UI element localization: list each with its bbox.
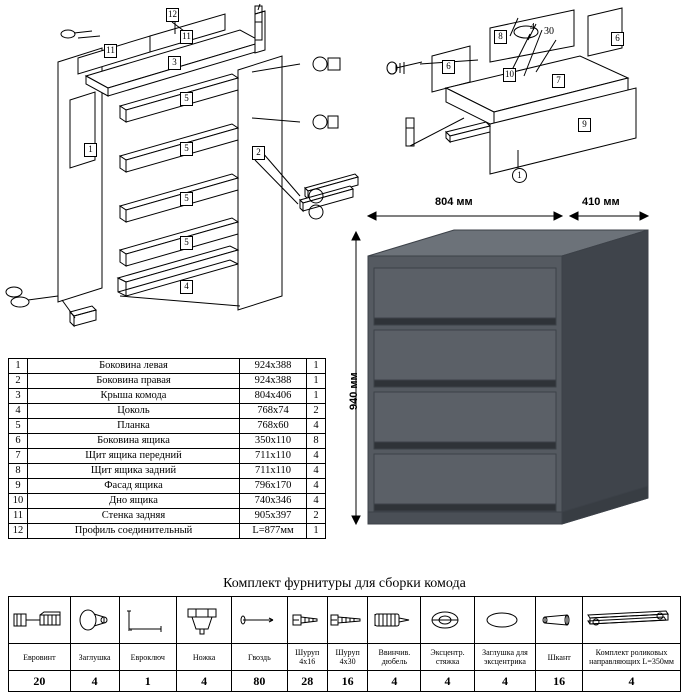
part-size: 768х60 xyxy=(240,419,307,434)
hardware-name: Гвоздь xyxy=(232,644,287,671)
part-name: Дно ящика xyxy=(28,494,240,509)
hardware-qty: 4 xyxy=(70,671,119,692)
euro-screw-icon xyxy=(9,597,71,644)
part-number: 4 xyxy=(9,404,28,419)
callout-6-left: 6 xyxy=(442,60,455,74)
hardware-name: Евроключ xyxy=(119,644,176,671)
dowel-icon xyxy=(536,597,583,644)
part-name: Стенка задняя xyxy=(28,509,240,524)
depth-dimension-label: 410 мм xyxy=(582,196,620,208)
height-dimension-label: 940 мм xyxy=(348,372,360,410)
part-name: Профиль соединительный xyxy=(28,524,240,539)
hardware-name: Шкант xyxy=(536,644,583,671)
hardware-kit-title: Комплект фурнитуры для сборки комода xyxy=(223,576,466,591)
nail-icon xyxy=(232,597,287,644)
hardware-name: Эксцентр. стяжка xyxy=(421,644,474,671)
hardware-qty: 4 xyxy=(176,671,231,692)
part-qty: 8 xyxy=(307,434,326,449)
table-row xyxy=(9,374,326,389)
callout-7: 7 xyxy=(552,74,565,88)
part-name: Щит ящика передний xyxy=(28,449,240,464)
callout-5d: 5 xyxy=(180,236,193,250)
part-number: 9 xyxy=(9,479,28,494)
chest-dimension-drawing xyxy=(330,190,689,555)
hardware-qty: 4 xyxy=(474,671,536,692)
part-size: 905х397 xyxy=(240,509,307,524)
part-size: 804х406 xyxy=(240,389,307,404)
table-row xyxy=(9,404,326,419)
part-name: Фасад ящика xyxy=(28,479,240,494)
hardware-qty: 16 xyxy=(327,671,367,692)
callout-8: 8 xyxy=(494,30,507,44)
part-qty: 2 xyxy=(307,404,326,419)
callout-10: 10 xyxy=(503,68,516,82)
callout-11b: 11 xyxy=(180,30,193,44)
callout-4: 4 xyxy=(530,22,535,33)
cam-lock-icon xyxy=(421,597,474,644)
hardware-qty: 28 xyxy=(287,671,327,692)
hardware-qty: 16 xyxy=(536,671,583,692)
exploded-drawer-diagram xyxy=(360,0,689,190)
part-qty: 1 xyxy=(307,374,326,389)
part-number: 8 xyxy=(9,464,28,479)
euro-key-icon xyxy=(119,597,176,644)
hardware-name: Евровинт xyxy=(9,644,71,671)
hardware-qty: 1 xyxy=(119,671,176,692)
callout-2: 2 xyxy=(252,146,265,160)
callout-1: 1 xyxy=(84,143,97,157)
hardware-kit-table xyxy=(8,596,681,692)
table-row xyxy=(9,524,326,539)
table-row xyxy=(9,509,326,524)
part-size: L=877мм xyxy=(240,524,307,539)
drawer-slide-icon xyxy=(583,597,681,644)
callout-5c: 5 xyxy=(180,192,193,206)
part-size: 740х346 xyxy=(240,494,307,509)
callout-3: 3 xyxy=(168,56,181,70)
table-row xyxy=(9,389,326,404)
table-row xyxy=(9,434,326,449)
hardware-qty: 20 xyxy=(9,671,71,692)
part-name: Цоколь xyxy=(28,404,240,419)
hardware-name: Заглушка xyxy=(70,644,119,671)
leg-icon xyxy=(176,597,231,644)
part-qty: 1 xyxy=(307,389,326,404)
screw-4x30-icon xyxy=(327,597,367,644)
part-number: 10 xyxy=(9,494,28,509)
part-size: 350х110 xyxy=(240,434,307,449)
part-name: Крыша комода xyxy=(28,389,240,404)
width-dimension-label: 804 мм xyxy=(435,196,473,208)
dowel-screw-icon xyxy=(368,597,421,644)
hardware-name: Ввинчив. дюбель xyxy=(368,644,421,671)
hardware-name: Шуруп 4х30 xyxy=(327,644,367,671)
hardware-name: Ножка xyxy=(176,644,231,671)
part-size: 924х388 xyxy=(240,359,307,374)
callout-30: 30 xyxy=(544,26,554,37)
callout-5b: 5 xyxy=(180,142,193,156)
exploded-cabinet-diagram xyxy=(0,0,360,345)
part-name: Боковина ящика xyxy=(28,434,240,449)
callout-6-right: 6 xyxy=(611,32,624,46)
part-qty: 2 xyxy=(307,509,326,524)
part-qty: 4 xyxy=(307,449,326,464)
part-size: 796х170 xyxy=(240,479,307,494)
part-number: 11 xyxy=(9,509,28,524)
part-name: Боковина правая xyxy=(28,374,240,389)
hardware-name: Комплект роликовых направляющих L=350мм xyxy=(583,644,681,671)
part-qty: 4 xyxy=(307,419,326,434)
part-qty: 1 xyxy=(307,359,326,374)
part-qty: 1 xyxy=(307,524,326,539)
part-number: 2 xyxy=(9,374,28,389)
hardware-qty: 4 xyxy=(368,671,421,692)
cam-cap-icon xyxy=(474,597,536,644)
part-name: Планка xyxy=(28,419,240,434)
callout-9: 9 xyxy=(578,118,591,132)
parts-table xyxy=(8,358,326,539)
table-row xyxy=(9,494,326,509)
hardware-name: Шуруп 4х16 xyxy=(287,644,327,671)
table-row xyxy=(9,359,326,374)
part-number: 1 xyxy=(9,359,28,374)
hardware-qty: 4 xyxy=(421,671,474,692)
callout-5a: 5 xyxy=(180,92,193,106)
part-number: 6 xyxy=(9,434,28,449)
callout-11a: 11 xyxy=(104,44,117,58)
cap-icon xyxy=(70,597,119,644)
table-row xyxy=(9,479,326,494)
part-number: 3 xyxy=(9,389,28,404)
part-size: 924х388 xyxy=(240,374,307,389)
hardware-name: Заглушка для эксцентрика xyxy=(474,644,536,671)
part-size: 768х74 xyxy=(240,404,307,419)
part-size: 711х110 xyxy=(240,449,307,464)
table-row xyxy=(9,419,326,434)
part-number: 7 xyxy=(9,449,28,464)
part-size: 711х110 xyxy=(240,464,307,479)
hardware-qty: 4 xyxy=(583,671,681,692)
part-number: 5 xyxy=(9,419,28,434)
callout-1-circle: 1 xyxy=(512,168,527,183)
screw-4x16-icon xyxy=(287,597,327,644)
part-qty: 4 xyxy=(307,494,326,509)
part-number: 12 xyxy=(9,524,28,539)
callout-12: 12 xyxy=(166,8,179,22)
table-row xyxy=(9,449,326,464)
table-row xyxy=(9,464,326,479)
part-qty: 4 xyxy=(307,464,326,479)
hardware-qty: 80 xyxy=(232,671,287,692)
part-name: Боковина левая xyxy=(28,359,240,374)
part-name: Щит ящика задний xyxy=(28,464,240,479)
callout-4: 4 xyxy=(180,280,193,294)
part-qty: 4 xyxy=(307,479,326,494)
